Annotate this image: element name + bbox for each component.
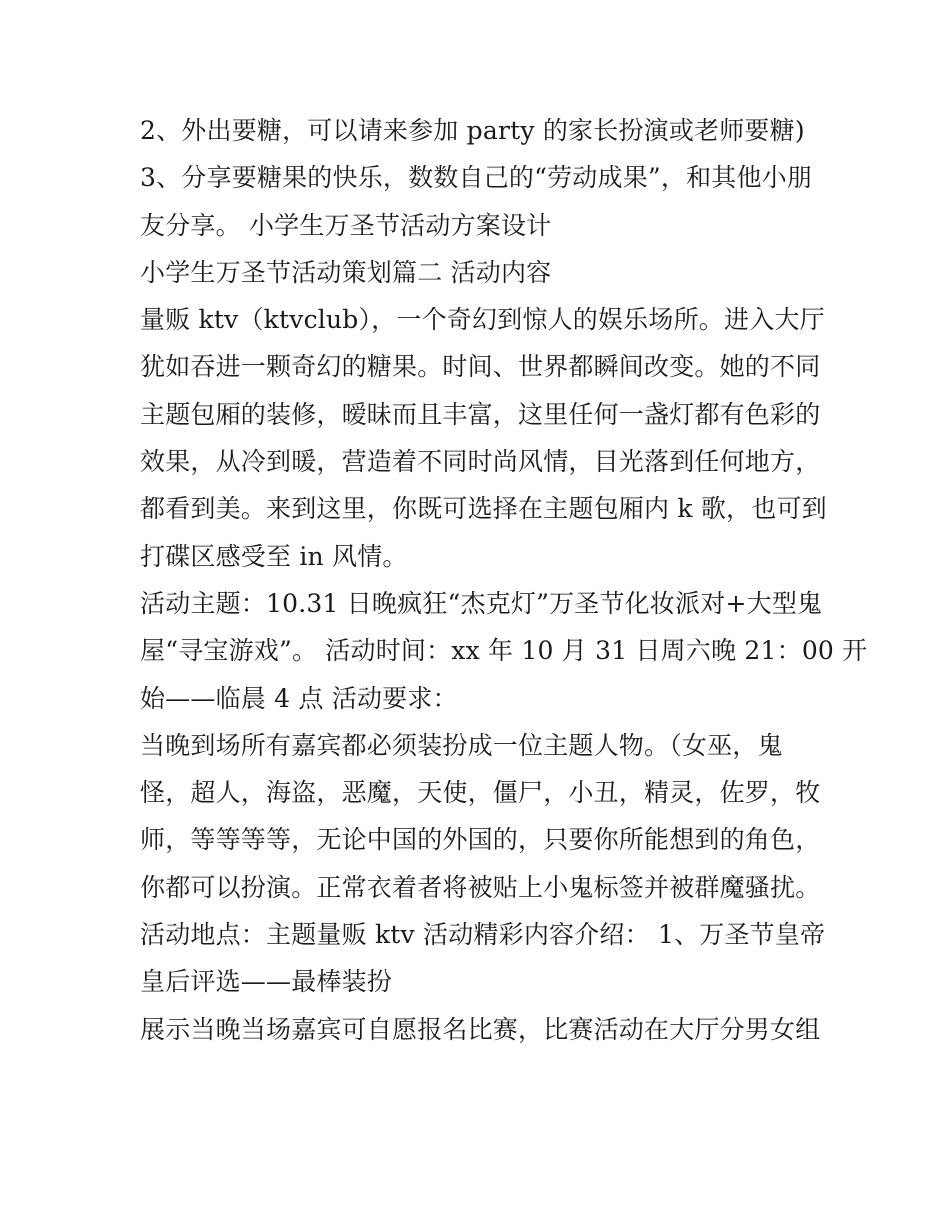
text-line: 怪，超人，海盗，恶魔，天使，僵尸，小丑，精灵，佐罗，牧	[140, 778, 821, 808]
document-body	[140, 107, 868, 1053]
text-line: 效果，从冷到暖，营造着不同时尚风情，目光落到任何地方，	[140, 447, 821, 477]
text-line: 主题包厢的装修，暧昧而且丰富，这里任何一盏灯都有色彩的	[140, 399, 821, 429]
text-line: 3、分享要糖果的快乐，数数自己的“劳动成果”，和其他小朋	[140, 163, 813, 193]
text-line: 友分享。 小学生万圣节活动方案设计	[140, 210, 552, 240]
text-line: 犹如吞进一颗奇幻的糖果。时间、世界都瞬间改变。她的不同	[140, 352, 821, 382]
text-line: 当晚到场所有嘉宾都必须装扮成一位主题人物。（女巫，鬼	[140, 730, 783, 760]
section-heading: 小学生万圣节活动策划篇二 活动内容	[140, 257, 552, 287]
text-line: 屋“寻宝游戏”。 活动时间：xx 年 10 月 31 日周六晚 21：00 开	[140, 636, 868, 666]
text-line: 量贩 ktv（ktvclub），一个奇幻到惊人的娱乐场所。进入大厅	[140, 305, 825, 335]
text-line: 展示当晚当场嘉宾可自愿报名比赛，比赛活动在大厅分男女组	[140, 1014, 821, 1044]
text-line: 你都可以扮演。正常衣着者将被贴上小鬼标签并被群魔骚扰。	[140, 872, 821, 902]
text-line: 2、外出要糖，可以请来参加 party 的家长扮演或老师要糖)	[140, 116, 805, 145]
text-line: 活动地点：主题量贩 ktv 活动精彩内容介绍： 1、万圣节皇帝	[140, 920, 826, 950]
text-line: 都看到美。来到这里，你既可选择在主题包厢内 k 歌，也可到	[140, 494, 827, 524]
text-line: 皇后评选——最棒装扮	[140, 967, 393, 997]
text-line: 打碟区感受至 in 风情。	[140, 541, 408, 571]
text-line: 活动主题：10.31 日晚疯狂“杰克灯”万圣节化妆派对+大型鬼	[140, 588, 823, 618]
text-line: 师，等等等等，无论中国的外国的，只要你所能想到的角色，	[140, 825, 821, 855]
text-line: 始——临晨 4 点 活动要求：	[140, 683, 458, 713]
